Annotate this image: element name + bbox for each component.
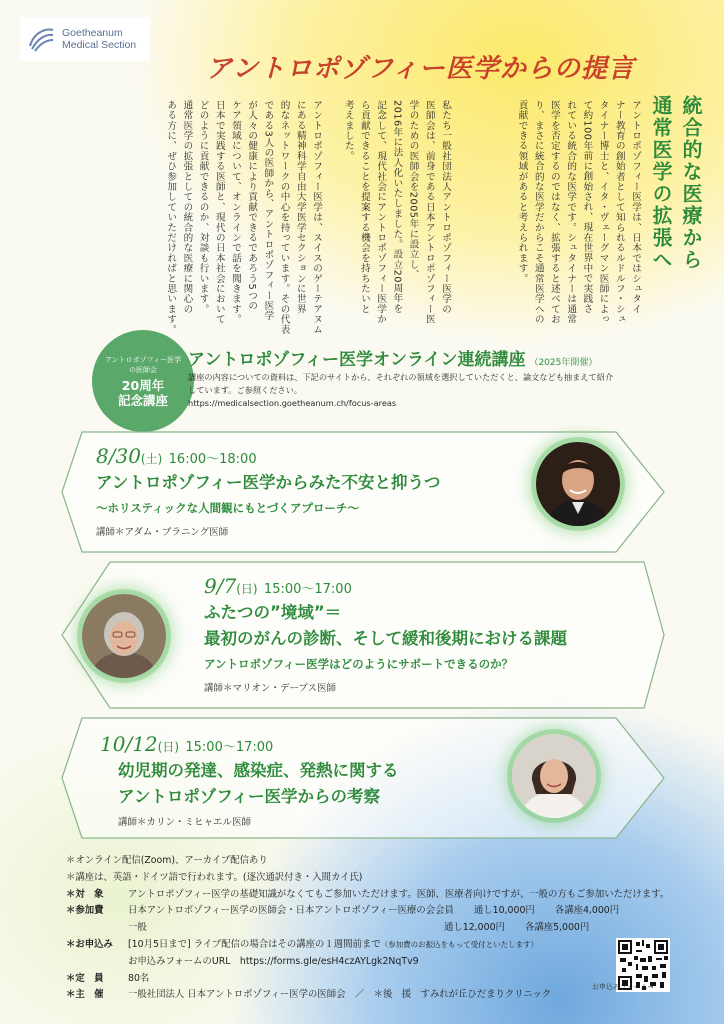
intro-line: れている統合的な医学です。シュタイナーは通常 [565,100,577,325]
lecturer-photo-2 [82,594,166,678]
date-text: 9/7 [204,574,237,598]
time: 15:00～17:00 [185,740,274,755]
series-year: （2025年開催） [529,358,598,368]
portrait-woman-icon [82,594,166,678]
info-value: 一般 [128,922,147,934]
intro-line: どのように貢献できるのか、対談も行います。 [197,100,209,315]
lecture-date [100,732,273,756]
lecture-title: アントロポゾフィー医学からみた不安と抑うつ [96,473,441,492]
intro-line: である3人の医師から、アントロポゾフィー医学 [262,100,274,321]
info-language: ＊講座は、英語・ドイツ語で行われます。(逐次通訳付き・入間カイ氏) [66,871,363,883]
series-url-link[interactable]: https://medicalsection.goetheanum.ch/focus-areas [188,398,397,408]
weekday: (土) [140,452,163,466]
info-value: 一般社団法人 日本アントロポゾフィー医学の医師会 ／ ＊後 援 すみれが丘ひだまりクリニック [128,989,552,1001]
series-title-text: アントロポゾフィー医学オンライン連続講座 [188,350,526,370]
badge-line4: 記念講座 [117,392,168,408]
info-key: ＊定 員 [66,972,104,984]
lecture-panel-3 [60,716,666,840]
info-value: 80名 [128,972,150,984]
main-title: アントロポゾフィー医学からの提言 [206,54,635,84]
intro-paragraph-1 [513,100,643,348]
lecture-panel-2 [60,560,666,710]
lecture-title-line1: 幼児期の発達、感染症、発熱に関する [118,761,399,780]
logo-line1: Goetheanum [62,27,123,39]
lecture-date [204,574,352,598]
lecture-title-line2: アントロポゾフィー医学からの考察 [118,787,381,806]
lecture-panel-1 [60,430,666,554]
badge-line2: の医師会 [129,365,157,374]
series-description: 講座の内容についての資料は、下記のサイトから、それぞれの領域を選択していただくと、論文なども抽まえて紹介しています。ご参照ください。 [188,372,614,395]
intro-line: ナー教育の創始者として知られるルドルフ・シュ [613,100,625,325]
intro-line: 考えました。 [342,100,354,162]
intro-line: 通常医学の拡張としての統合的な医療に関心の [181,100,193,315]
date-text: 8/30 [96,444,141,468]
info-key: ＊お申込み [66,938,113,950]
info-apply [66,937,706,954]
lecturer-photo-1 [536,442,620,526]
lecture-subtitle: ～ホリスティックな人間観にもとづくアプローチ～ [96,501,359,515]
badge-line3: 20周年 [121,377,165,393]
lecture-title-line1: ふたつの”境域”＝ [204,603,342,622]
intro-line: が人々の健康により貢献できるであろう5つの [246,100,258,311]
info-key: ＊主 催 [66,989,104,1001]
time: 15:00～17:00 [263,582,352,597]
intro-line: ある方に、ぜひ参加していただければと思います。 [165,100,177,335]
fee-full: 通し10,000円 [473,905,535,917]
badge-line1: アントロポゾフィー医学 [104,355,182,364]
intro-line: 医学を否定するのではなく、拡張すると述べてお [548,100,560,325]
fee-full: 通し12,000円 [444,922,505,934]
intro-line: アントロポゾフィー医学は、日本ではシュタイ [630,100,641,315]
lecturer: 講師＊マリオン・デープス医師 [204,683,337,694]
time: 16:00～18:00 [168,452,257,467]
weekday: (日) [157,740,180,754]
intro-line: 日本で実践する医師と、現代の日本社会において [213,100,225,325]
lecturer: 講師＊アダム・ブラニング医師 [96,527,229,538]
apply-note: （参加費のお振込をもって受付といたします） [380,939,539,949]
logo-line2: Medical Section [62,39,137,51]
intro-line: 医師会は、前身である日本アントロポゾフィー医 [423,100,435,325]
series-title [188,345,597,370]
info-fee [66,903,706,920]
intro-paragraph-3 [162,100,324,348]
intro-line: アントロポゾフィー医学は、スイスのゲーテアヌム [311,100,322,335]
intro-line: て約100年前に創始され、現在世界中で実践さ [581,100,593,314]
portrait-man-icon [536,442,620,526]
lecturer-photo-3 [512,734,596,818]
intro-line: 貢献できる領域があると考えられます。 [516,100,528,284]
intro-line: ケア領域について、オンラインで話を聞きます。 [229,100,241,325]
info-key: ＊対 象 [66,888,104,900]
logo-swirl-icon [26,24,56,54]
date-text: 10/12 [100,732,158,756]
lecture-title-line2: 最初のがんの診断、そして緩和後期における課題 [204,629,567,648]
intro-line: タイナー博士と、イタ・ヴェーグマン医師によっ [597,100,609,325]
intro-heading-line1: 統合的な医療から [679,95,703,271]
info-target [66,887,706,904]
intro-line: 2016年に法人化いたしました。設立20周年を [391,100,403,314]
intro-line: 記念して、現代社会にアントロポゾフィー医学か [375,100,387,325]
info-value: [10月5日まで] ライブ配信の場合はその講座の１週間前まで [128,938,381,950]
lecturer: 講師＊カリン・ミヒャエル医師 [118,817,252,828]
weekday: (日) [236,582,258,596]
info-fee-general [66,920,706,937]
fee-each: 各講座4,000円 [554,905,620,917]
intro-line: 的なネットワークの中心を持っています。その代表 [278,100,290,335]
anniversary-badge [92,330,194,432]
info-online: ＊オンライン配信(Zoom)、アーカイブ配信あり [66,855,268,866]
intro-heading-line2: 通常医学の拡張へ [649,95,673,271]
intro-paragraph-2 [340,100,453,348]
lecture-subtitle: アントロポゾフィー医学はどのようにサポートできるのか？ [204,657,514,671]
goetheanum-logo [20,17,150,61]
lecture-date [96,444,257,468]
intro-line: り、まさに統合的な医学だからこそ通常医学への [532,100,544,325]
info-value: 日本アントロポゾフィー医学の医師会・日本アントロポゾフィー医療の会会員 [128,905,454,917]
intro-line: 学のための医師会を2005年に設立し、 [407,100,419,280]
intro-line: 私たち一般社団法人アントロポゾフィー医学の [440,100,451,315]
portrait-woman-icon [512,734,596,818]
intro-line: にある精神科学自由大学医学セクションに世界 [294,100,306,315]
intro-line: ら貢献できることを提案する機会を持ちたいと [358,100,370,315]
intro-heading [646,95,706,295]
info-value: アントロポゾフィー医学の基礎知識がなくてもご参加いただけます。医師、医療者向けですが、一般の方もご参加いただけます。 [128,888,670,900]
qr-label: お申込みフォーム→ [592,983,654,991]
fee-each: 各講座5,000円 [524,922,590,934]
info-key: ＊参加費 [66,905,104,917]
info-apply-form[interactable]: お申込みフォームのURL https://forms.gle/esH4czAYLgk2NqTv9 [128,955,419,967]
